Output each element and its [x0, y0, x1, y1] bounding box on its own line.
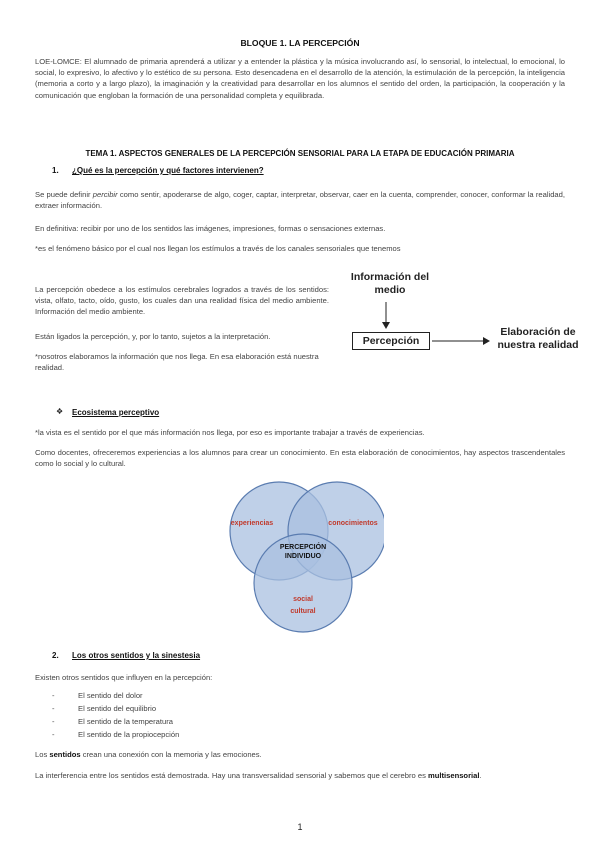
definition-term: percibir — [92, 190, 118, 199]
list-item: - El sentido del dolor — [52, 691, 143, 700]
diagram-info-medio: Información del medio — [350, 271, 430, 296]
paragraph-sentidos — [35, 749, 565, 760]
diamond-bullet-icon: ❖ — [56, 407, 64, 416]
definition-pre: Se puede definir — [35, 190, 93, 199]
sentidos-bold: sentidos — [49, 750, 81, 759]
list-item-text: El sentido de la temperatura — [78, 717, 173, 726]
eco-paragraph-2: Como docentes, ofreceremos experiencias a los alumnos para crear un conocimiento. En esta elaboración de conocimientos, hay aspectos trascendentales como lo social y lo cultural. — [35, 448, 565, 469]
paragraph-fenomeno: *es el fenómeno básico por el cual nos llegan los estímulos a través de los canales sensoriales que tenemos — [35, 244, 401, 253]
definition-post: como sentir, apoderarse de algo, coger, captar, interpretar, observar, caer en la cuenta, comprender, conocer, conformar la realidad, extraer información. — [35, 190, 565, 211]
interferencia-post: . — [479, 771, 482, 780]
section-1-title — [72, 166, 264, 175]
paragraph-interpretacion: Están ligados la percepción, y, por lo tanto, sujetos a la interpretación. — [35, 332, 271, 341]
diagram-percepcion-box: Percepción — [352, 332, 430, 350]
eco-title-text: Ecosistema perceptivo — [72, 408, 160, 417]
definition-paragraph — [35, 189, 565, 211]
list-item: - El sentido del equilibrio — [52, 704, 157, 713]
list-item: - El sentido de la temperatura — [52, 717, 173, 726]
section-2-title — [72, 651, 200, 660]
section-2-number: 2. — [52, 651, 59, 660]
venn-label-center: PERCEPCIÓN INDIVIDUO — [279, 544, 327, 560]
list-item-text: El sentido del dolor — [78, 691, 143, 700]
intro-paragraph: LOE-LOMCE: El alumnado de primaria aprenderá a utilizar y a entender la plástica y la música involucrando así, lo sensorial, lo intelectual, lo emocional, lo social, lo expresivo, lo afectivo y lo estético de su persona. Esto desencadena en el desarrollo de la atención, la estimulación de la percepción, la inteligencia (memoria a corto y a largo plazo), la imaginación y la creatividad para desarrollar en los alumnos el sentido del orden, la participación, la cooperación y la comunicación que engloban la formación de una personalidad completa y equilibrada. — [35, 57, 565, 100]
paragraph-en-definitiva: En definitiva: recibir por uno de los sentidos las imágenes, impresiones, formas o sensaciones externas. — [35, 224, 386, 233]
venn-label-social-cultural: social cultural — [290, 596, 316, 615]
eco-title — [72, 408, 159, 417]
page-title: BLOQUE 1. LA PERCEPCIÓN — [240, 38, 360, 48]
list-item: - El sentido de la propiocepción — [52, 730, 180, 739]
sentidos-post: crean una conexión con la memoria y las emociones. — [80, 750, 262, 759]
page-number: 1 — [297, 822, 303, 832]
list-item-text: El sentido de la propiocepción — [78, 730, 180, 739]
section-2-intro: Existen otros sentidos que influyen en la percepción: — [35, 673, 213, 682]
sentidos-pre: Los — [35, 750, 50, 759]
tema-heading: TEMA 1. ASPECTOS GENERALES DE LA PERCEPCIÓN SENSORIAL PARA LA ETAPA DE EDUCACIÓN PRIMARIA — [85, 149, 515, 158]
section-2-title-text: Los otros sentidos y la sinestesia — [72, 651, 201, 660]
section-1-title-text: ¿Qué es la percepción y qué factores intervienen? — [72, 166, 264, 175]
list-item-text: El sentido del equilibrio — [78, 704, 157, 713]
paragraph-interferencia — [35, 770, 565, 781]
section-1-number: 1. — [52, 166, 59, 175]
paragraph-estimulos: La percepción obedece a los estímulos cerebrales logrados a través de los sentidos: vista, olfato, tacto, oído, gusto, los cuales dan una realidad física del medio ambiente. Información del medio ambiente. — [35, 285, 329, 317]
venn-label-experiencias: experiencias — [230, 520, 274, 527]
interferencia-pre: La interferencia entre los sentidos está demostrada. Hay una transversalidad sensorial y sabemos que el cerebro es — [35, 771, 428, 780]
venn-label-conocimientos: conocimientos — [328, 520, 378, 527]
diagram-elaboracion: Elaboración de nuestra realidad — [497, 326, 579, 351]
eco-paragraph-1: *la vista es el sentido por el que más información nos llega, por eso es importante trabajar a través de experiencias. — [35, 428, 425, 437]
paragraph-elaboramos: *nosotros elaboramos la información que nos llega. En esa elaboración está nuestra realidad. — [35, 352, 319, 373]
multisensorial-bold: multisensorial — [427, 771, 480, 780]
